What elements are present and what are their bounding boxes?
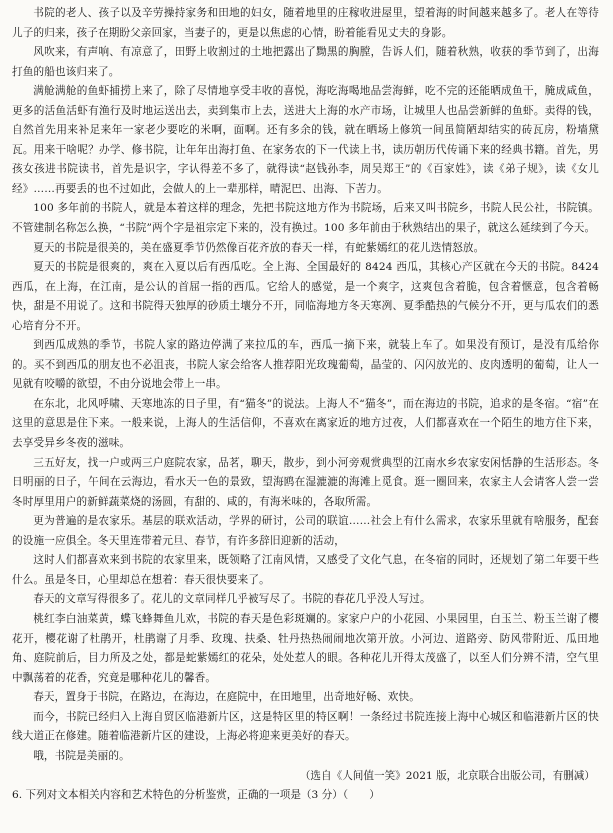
paragraph-11: 这时人们都喜欢来到书院的农家里来，既领略了江南风情，又感受了文化气息，在冬宿的同时，还规划了第二年要干些什么。虽是冬日，心里却总在想着：春天很快要来了。 — [12, 554, 599, 586]
paragraph-6: 夏天的书院是很爽的，爽在入夏以后有西瓜吃。全上海、全国最好的 8424 西瓜，其核心产区就在今天的书院。8424 西瓜，在上海，在江南，是公认的首屈一指的西瓜。它给人的感觉，是一个爽字，这爽包含着脆，包含着惬意，包含着畅快，甜是不用说了。这和书院得天独厚的砂质土壤分不开，同临海地方冬天寒冽、夏季酷热的气候分不开，更与瓜农们的悉心培育分不开。 — [12, 261, 599, 332]
paragraph-13: 桃红李白油菜黄，蝶飞蜂舞鱼儿欢，书院的春天是色彩斑斓的。家家户户的小花园、小果园里，白玉兰、粉玉兰谢了樱花开，樱花谢了杜鹃开，杜鹃谢了月季、玫瑰、扶桑、牡丹热热闹闹地次第开放。小河边、道路旁、防风带附近、瓜田地角、庭院前后，目力所及之处，都是蛇紫嫣红的花朵，处处惹人的眼。各种花儿开得太茂盛了，以至人们分辨不清，空气里中飘荡着的花香，究竟是哪种花儿的馨香。 — [12, 612, 599, 684]
paragraph-9: 三五好友，找一户或两三户庭院农家，品茗，聊天，散步，到小河旁观赏典型的江南水乡农家安闲恬静的生活形态。冬日明丽的日子，午间在云海边，看水天一色的景致，望海鸥在湿漉漉的海滩上觅食。逛一圈回来，农家主人会请客人尝一尝冬时厚里用户的新鲜蔬菜烧的汤圆，有甜的、咸的，有海米味的，各取所需。 — [12, 456, 599, 508]
paragraph-8: 在东北，北风呼啸、天寒地冻的日子里，有“猫冬”的说法。上海人不“猫冬”，而在海边的书院，追求的是冬宿。“宿”在这里的意思是住下来。一般来说，上海人的生活信仰，不喜欢在离家近的地方过夜，人们都喜欢在一个陌生的地方住下来，去享受异乡冬夜的滋味。 — [12, 397, 599, 450]
paragraph-16: 哦，书院是美丽的。 — [33, 749, 130, 762]
source-citation: （选自《人间值一笑》2021 版，北京联合出版公司，有删减） — [299, 770, 595, 783]
paragraph-2: 风吹来，有声响、有凉意了，田野上收割过的土地把露出了黝黑的胸膛，告诉人们，随着秋熟，收获的季节到了，出海打鱼的船也该归来了。 — [12, 46, 599, 78]
question-6: 6. 下列对文本相关内容和艺术特色的分析鉴赏，正确的一项是（3 分）（ ） — [12, 789, 380, 802]
paragraph-4: 100 多年前的书院人，就是本着这样的理念，先把书院这地方作为书院场，后来又叫书院乡，书院人民公社，书院镇。不管建制名称怎么换，“书院”两个字是祖宗定下来的，没有换过。100 多年前由于秋熟结出的果子，就这么延续到了今天。 — [12, 202, 599, 235]
paragraph-12: 春天的文章写得很多了。花儿的文章同样几乎被写尽了。书院的春花几乎没人写过。 — [33, 593, 431, 606]
paragraph-1: 书院的老人、孩子以及辛劳操持家务和田地的妇女，随着地里的庄稼收进屋里，望着海的时间越来越多了。老人在等待儿子的归来，孩子在期盼父亲回家，当妻子的，更是以焦虑的心情，盼着能看见丈夫的身影。 — [12, 7, 599, 39]
paragraph-14: 春天，置身于书院，在路边，在海边，在庭院中，在田地里，出奇地好畅、欢快。 — [33, 691, 420, 704]
paragraph-3: 满舱满舱的鱼虾捕捞上来了，除了尽情地享受丰收的喜悦，海吃海喝地品尝海鲜，吃不完的还能晒成鱼干，腌成咸鱼，更多的活鱼活虾有渔行及时地运送出去，卖到集市上去，送进大上海的水产市场，让城里人也品尝新鲜的鱼虾。卖得的钱，自然首先用来补足来年一家老少要吃的米啊，面啊。还有多余的钱，就在晒场上修筑一间虽简陋却结实的砖瓦房，粉墙黛瓦。用来干啥呢？办学、修书院，让年年出海打鱼、在家务农的下一代读上书，读历朝历代传诵下来的经典书籍。首先，男孩女孩进书院读书，首先是识字，字认得差不多了，就得读“赵钱孙李，周吴郑王”的《百家姓》，读《弟子规》，读《女儿经》……再要丢的也不过如此，会做人的上一辈那样，晴泥巴、出海、下苦力。 — [12, 85, 599, 195]
paragraph-7: 到西瓜成熟的季节，书院人家的路边停满了来拉瓜的车，西瓜一摘下来，就装上车了。如果没有预订，是没有瓜给你的。买不到西瓜的朋友也不必沮丧，书院人家会给客人推荐阳光玫瑰葡萄，晶莹的、闪闪放光的、皮肉透明的葡萄，让人一见就有咬嚼的欲望，不由分说地会带上一串。 — [12, 339, 599, 391]
paragraph-10: 更为普遍的是农家乐。基层的联欢活动，学界的研讨，公司的联谊……社会上有什么需求，农家乐里就有啥服务，配套的设施一应俱全。冬天里连带着元旦、春节，有许多辞旧迎新的活动， — [12, 515, 599, 547]
paragraph-15: 而今，书院已经归入上海自贸区临港新片区，这是特区里的特区啊！一条经过书院连接上海中心城区和临港新片区的快线大道正在修建。随着临港新片区的建设，上海必将迎来更美好的春天。 — [12, 710, 599, 743]
paragraph-5: 夏天的书院是很美的，美在盛夏季节仍然像百花齐放的春天一样，有蛇紫嫣红的花儿迭情怒放。 — [33, 241, 485, 254]
